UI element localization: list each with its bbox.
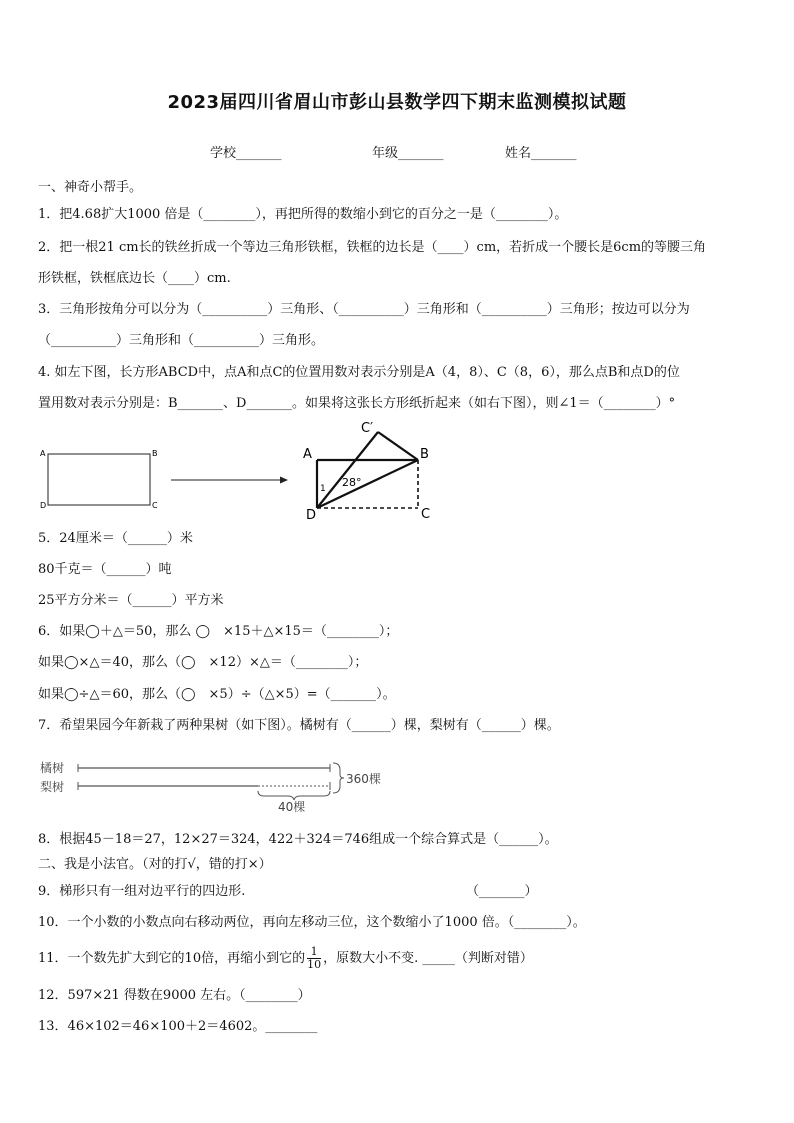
- question-6c: 如果◯÷△＝60，那么（◯ ×5）÷（△×5）=（_______）。: [38, 687, 396, 702]
- question-10: 10．一个小数的小数点向右移动两位，再向左移动三位，这个数缩小了1000 倍。（________）。: [38, 915, 586, 930]
- name-field: 姓名_______: [505, 146, 577, 161]
- question-9-blank: （_______）: [466, 884, 538, 899]
- right-label-d: D: [306, 508, 317, 523]
- brace-total: [333, 763, 344, 793]
- left-label-c: C: [152, 501, 158, 510]
- question-2-line1: 2．把一根21 cm长的铁丝折成一个等边三角形铁框，铁框的边长是（____）cm，若折成一个腰长是6cm的等腰三角: [38, 240, 707, 255]
- left-label-a: A: [40, 449, 46, 458]
- question-4-line2: 置用数对表示分别是：B_______、D_______。如果将这张长方形纸折起来（如右下图），则∠1＝（________）°: [38, 396, 676, 411]
- question-11-post: ，原数大小不变. _____（判断对错）: [323, 951, 533, 966]
- rectangle-abcd: [48, 454, 150, 505]
- question-4-line1: 4. 如左下图，长方形ABCD中，点A和点C的位置用数对表示分别是A（4，8）、C（8，6），那么点B和点D的位: [38, 365, 680, 380]
- right-label-c-prime: C′: [361, 421, 374, 436]
- brace-diff: [258, 791, 330, 800]
- left-label-b: B: [152, 449, 158, 458]
- right-label-b: B: [420, 447, 429, 462]
- left-label-d: D: [40, 501, 47, 510]
- angle-label-1: 1: [320, 484, 326, 494]
- q7-figure: [40, 755, 381, 815]
- label-diff-40: 40棵: [278, 800, 306, 814]
- section2-heading: 二、我是小法官。（对的打√，错的打×）: [38, 857, 272, 872]
- question-6b: 如果◯×△＝40，那么（◯ ×12）×△＝（________）；: [38, 655, 368, 670]
- label-total-360: 360棵: [346, 772, 381, 786]
- question-9: 9．梯形只有一组对边平行的四边形.: [38, 884, 246, 899]
- grade-field: 年级_______: [372, 146, 444, 161]
- school-field: 学校_______: [210, 146, 282, 161]
- question-3-line2: （__________）三角形和（__________）三角形。: [38, 333, 325, 348]
- right-label-a: A: [303, 447, 312, 462]
- question-13: 13．46×102＝46×100＋2＝4602。________: [38, 1019, 318, 1034]
- fraction-denominator: 10: [307, 958, 322, 971]
- q4-figure: [30, 418, 450, 526]
- question-11: [38, 944, 533, 974]
- question-6a: 6．如果◯＋△＝50，那么 ◯ ×15＋△×15＝（________）；: [38, 624, 399, 639]
- diagonal-db: [317, 460, 418, 508]
- fraction-numerator: 1: [307, 946, 321, 959]
- fold-dc: [317, 432, 378, 508]
- page-title: 2023届四川省眉山市彭山县数学四下期末监测模拟试题: [167, 92, 627, 113]
- section1-heading: 一、神奇小帮手。: [38, 180, 143, 195]
- fold-cb: [378, 432, 418, 460]
- question-5c: 25平方分米＝（______）平方米: [38, 593, 224, 608]
- label-pear-tree: 梨树: [40, 780, 65, 794]
- question-2-line2: 形铁框，铁框底边长（____）cm.: [38, 271, 231, 286]
- question-1: 1．把4.68扩大1000 倍是（________），再把所得的数缩小到它的百分之一是（________）。: [38, 207, 568, 222]
- question-7: 7．希望果园今年新栽了两种果树（如下图）。橘树有（______）棵，梨树有（______）棵。: [38, 718, 560, 733]
- question-5a: 5．24厘米＝（______）米: [38, 531, 193, 546]
- label-orange-tree: 橘树: [40, 761, 65, 775]
- question-5b: 80千克＝（______）吨: [38, 562, 172, 577]
- right-label-c: C: [421, 507, 431, 522]
- fraction-one-tenth: [307, 946, 321, 971]
- question-11-pre: 11．一个数先扩大到它的10倍，再缩小到它的: [38, 951, 306, 966]
- arrow-head: [280, 477, 288, 484]
- question-3-line1: 3．三角形按角分可以分为（__________）三角形、（__________）三角形和（__________）三角形；按边可以分为: [38, 302, 690, 317]
- question-8: 8．根据45－18＝27，12×27＝324，422＋324＝746组成一个综合算式是（______）。: [38, 832, 558, 847]
- angle-label-28: 28°: [342, 476, 362, 489]
- question-12: 12．597×21 得数在9000 左右。（________）: [38, 988, 311, 1003]
